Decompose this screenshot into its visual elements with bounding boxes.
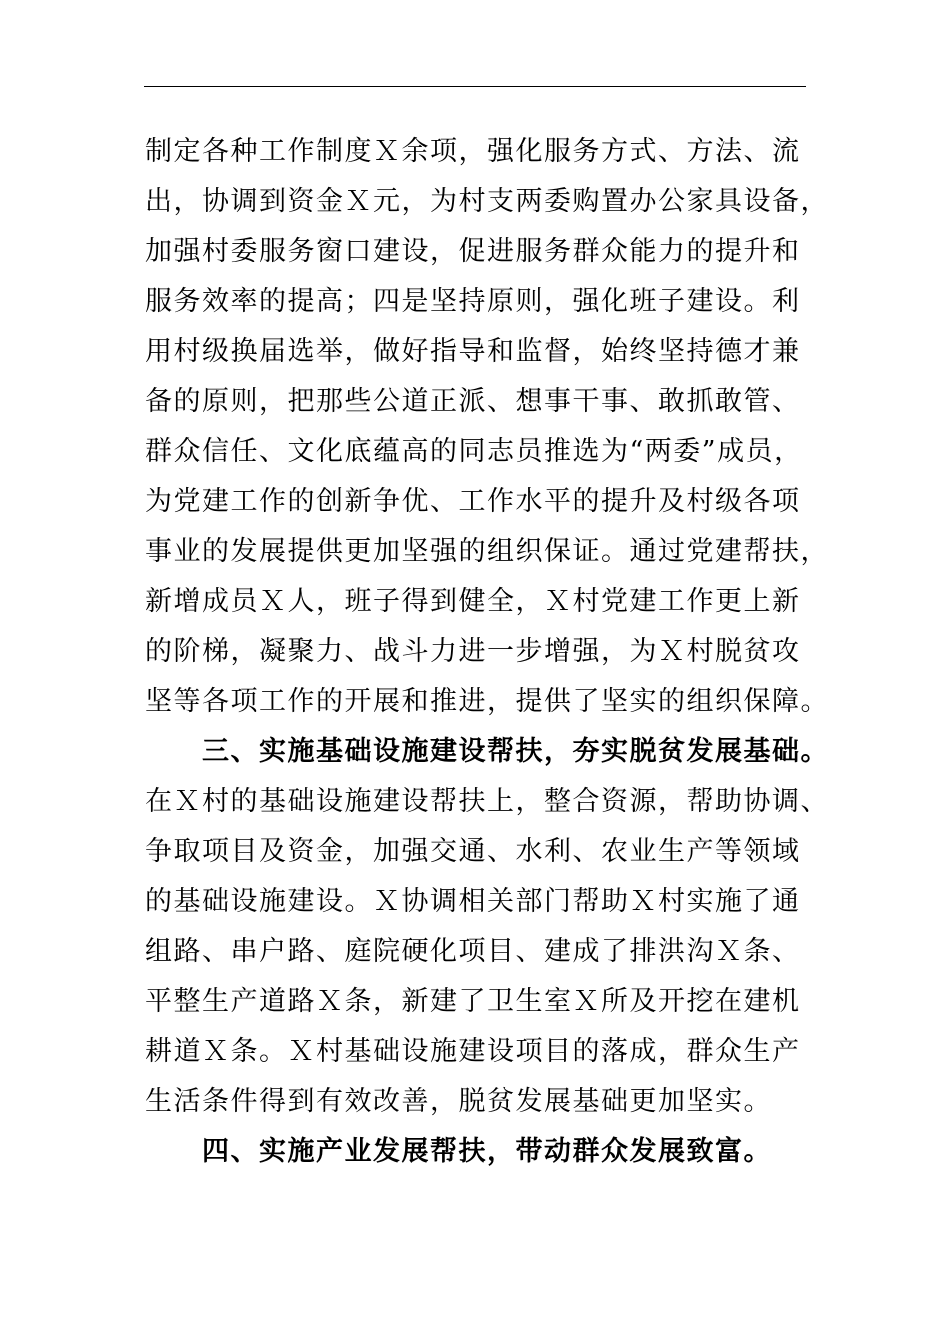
text-line: 为党建工作的创新争优、工作水平的提升及村级各项 (145, 486, 801, 517)
text-line: 生活条件得到有效改善，脱贫发展基础更加坚实。 (145, 1086, 772, 1117)
text-line: 用村级换届选举，做好指导和监督，始终坚持德才兼 (145, 336, 801, 367)
paragraph-continued (145, 127, 835, 727)
section-three-heading: 三、实施基础设施建设帮扶，夯实脱贫发展基础。 (202, 736, 829, 767)
section-three-body (145, 777, 835, 1127)
document-body (145, 127, 835, 1177)
text-line: 组路、串户路、庭院硬化项目、建成了排洪沟Ｘ条、 (145, 936, 801, 967)
text-line: 的阶梯，凝聚力、战斗力进一步增强，为Ｘ村脱贫攻 (145, 636, 801, 667)
text-line: 坚等各项工作的开展和推进，提供了坚实的组织保障。 (145, 686, 829, 717)
text-line: 出，协调到资金Ｘ元，为村支两委购置办公家具设备， (145, 186, 829, 217)
text-line: 群众信任、文化底蕴高的同志员推选为“两委”成员， (145, 436, 803, 467)
text-line: 平整生产道路Ｘ条，新建了卫生室Ｘ所及开挖在建机 (145, 986, 801, 1017)
text-line: 制定各种工作制度Ｘ余项，强化服务方式、方法、流 (145, 136, 801, 167)
text-line: 的基础设施建设。Ｘ协调相关部门帮助Ｘ村实施了通 (145, 886, 801, 917)
text-line: 备的原则，把那些公道正派、想事干事、敢抓敢管、 (145, 386, 801, 417)
section-four-heading: 四、实施产业发展帮扶，带动群众发展致富。 (202, 1136, 772, 1167)
text-line: 服务效率的提高；四是坚持原则，强化班子建设。利 (145, 286, 801, 317)
text-line: 耕道Ｘ条。Ｘ村基础设施建设项目的落成，群众生产 (145, 1036, 801, 1067)
text-line: 在Ｘ村的基础设施建设帮扶上，整合资源，帮助协调、 (145, 786, 829, 817)
text-line: 加强村委服务窗口建设，促进服务群众能力的提升和 (145, 236, 801, 267)
text-line: 新增成员Ｘ人，班子得到健全，Ｘ村党建工作更上新 (145, 586, 801, 617)
header-rule (144, 86, 806, 87)
text-line: 争取项目及资金，加强交通、水利、农业生产等领域 (145, 836, 801, 867)
text-line: 事业的发展提供更加坚强的组织保证。通过党建帮扶， (145, 536, 829, 567)
